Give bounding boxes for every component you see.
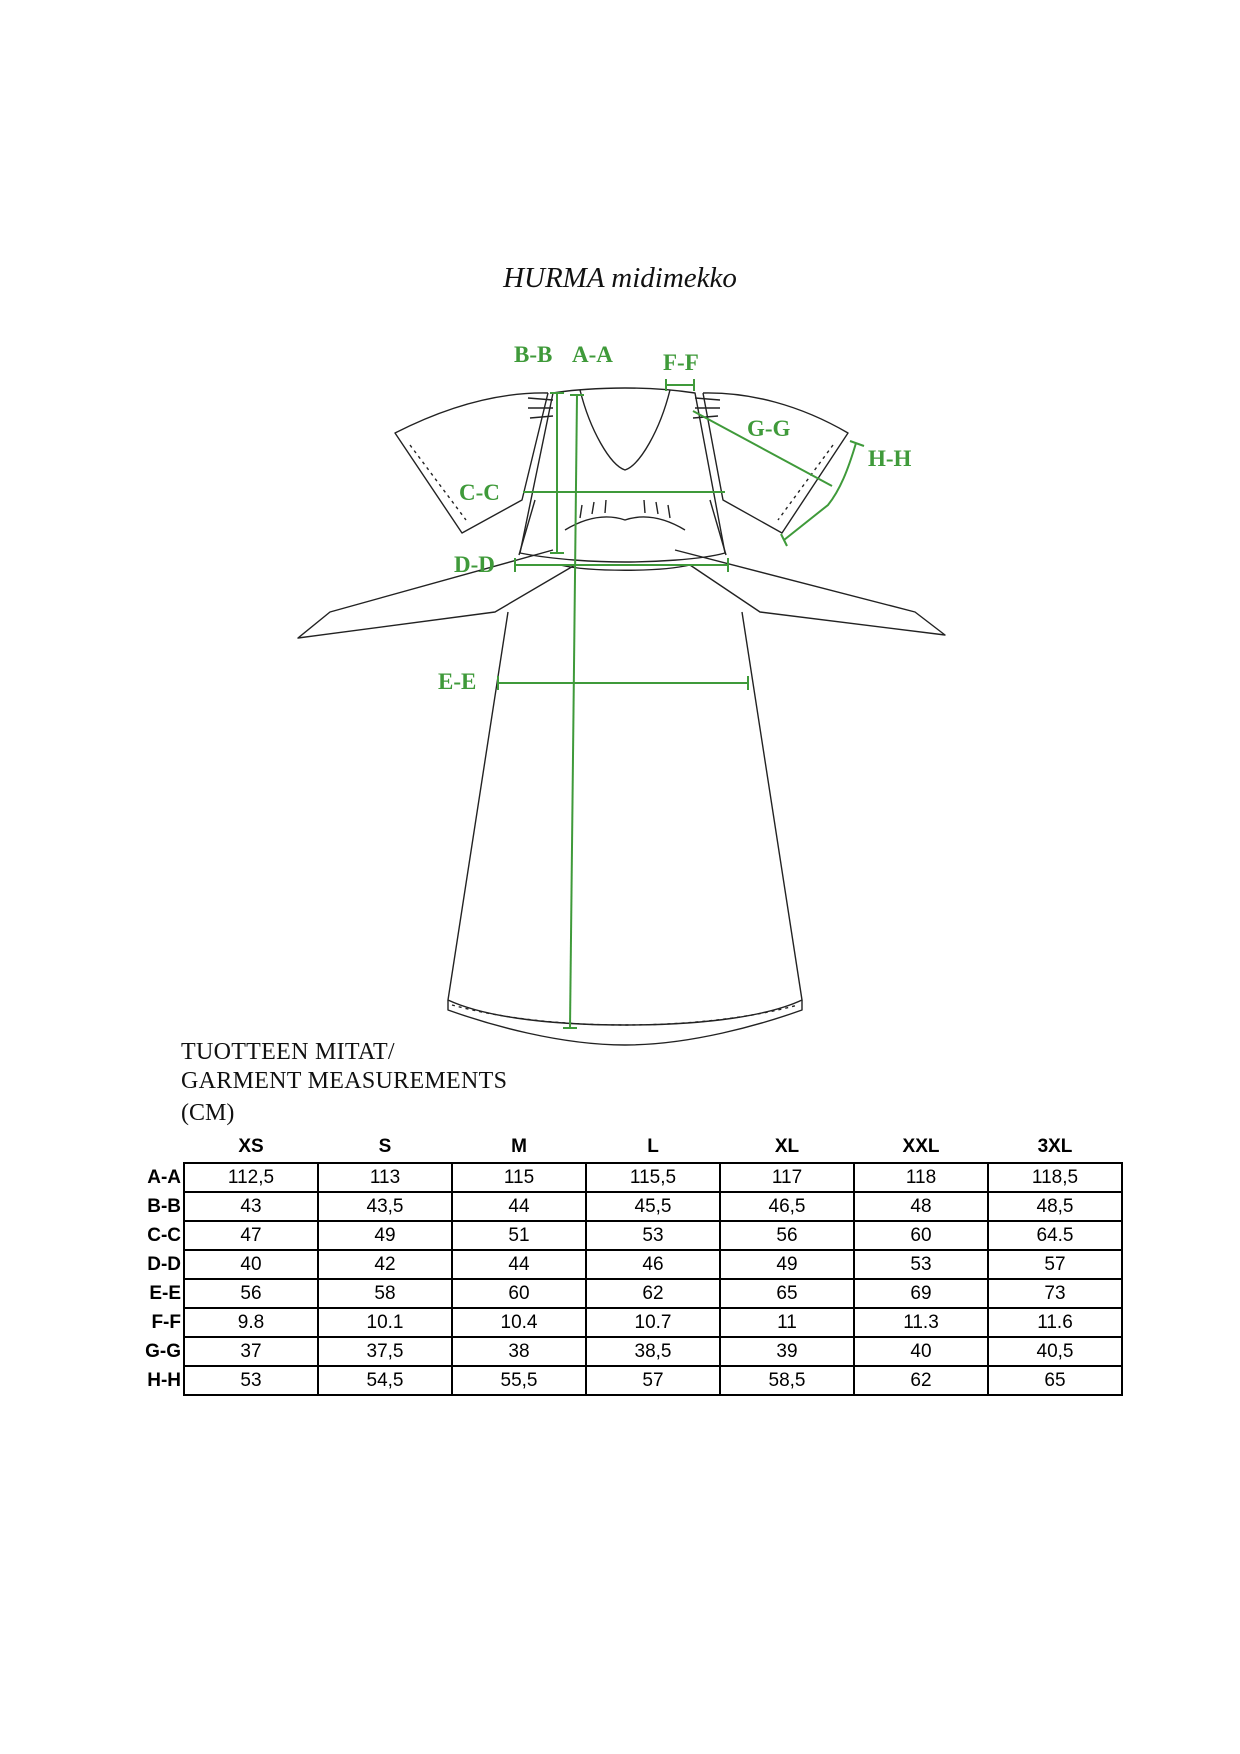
table-cell: 53 <box>854 1250 988 1279</box>
table-row <box>133 1279 1122 1308</box>
measurement-lines <box>498 379 864 1028</box>
table-cell: 10.7 <box>586 1308 720 1337</box>
table-cell: 46,5 <box>720 1192 854 1221</box>
table-cell: 58 <box>318 1279 452 1308</box>
table-cell: 53 <box>184 1366 318 1395</box>
bodice-side-left <box>519 500 535 555</box>
table-cell: 118,5 <box>988 1163 1122 1192</box>
table-cell: 65 <box>720 1279 854 1308</box>
size-header: S <box>378 1136 392 1157</box>
hh-cap-top <box>850 441 864 446</box>
table-cell: 64.5 <box>988 1221 1122 1250</box>
table-row <box>133 1192 1122 1221</box>
table-cell: 45,5 <box>586 1192 720 1221</box>
table-cell: 48 <box>854 1192 988 1221</box>
size-header: XL <box>774 1136 800 1157</box>
table-cell: 117 <box>720 1163 854 1192</box>
table-cell: 42 <box>318 1250 452 1279</box>
corner-cell <box>133 1132 184 1163</box>
table-cell: 60 <box>452 1279 586 1308</box>
heading-line2: GARMENT MEASUREMENTS <box>181 1068 508 1094</box>
table-cell: 73 <box>988 1279 1122 1308</box>
bodice <box>520 388 725 562</box>
table-cell: 46 <box>586 1250 720 1279</box>
label-dd: D-D <box>454 552 495 577</box>
dress-outline <box>298 388 945 1045</box>
table-cell: 118 <box>854 1163 988 1192</box>
label-gg: G-G <box>747 416 791 441</box>
table-cell: 57 <box>586 1366 720 1395</box>
table-row <box>133 1366 1122 1395</box>
size-header: XS <box>238 1136 264 1157</box>
table-cell: 43 <box>184 1192 318 1221</box>
table-cell: 55,5 <box>452 1366 586 1395</box>
table-cell: 113 <box>318 1163 452 1192</box>
left-tie <box>298 550 575 638</box>
unit-label: (CM) <box>181 1100 235 1126</box>
row-label: A-A <box>147 1166 181 1188</box>
aa-line <box>570 395 577 1028</box>
row-label: F-F <box>151 1311 181 1333</box>
row-label: H-H <box>147 1369 181 1391</box>
table-cell: 37,5 <box>318 1337 452 1366</box>
table-cell: 47 <box>184 1221 318 1250</box>
table-cell: 40 <box>184 1250 318 1279</box>
row-label: C-C <box>147 1224 181 1246</box>
table-cell: 60 <box>854 1221 988 1250</box>
label-bb: B-B <box>514 342 553 367</box>
row-label: D-D <box>147 1253 181 1275</box>
table-cell: 56 <box>184 1279 318 1308</box>
table-row <box>133 1221 1122 1250</box>
waist-gathers <box>580 500 670 518</box>
table-cell: 56 <box>720 1221 854 1250</box>
table-cell: 57 <box>988 1250 1122 1279</box>
hh-line <box>784 443 856 540</box>
table-row <box>133 1308 1122 1337</box>
right-sleeve <box>703 393 848 533</box>
left-sleeve-hem <box>410 445 466 520</box>
right-tie <box>675 550 945 635</box>
size-header: L <box>647 1136 659 1157</box>
table-cell: 11 <box>720 1308 854 1337</box>
label-cc: C-C <box>459 480 500 505</box>
label-ff: F-F <box>663 350 699 375</box>
row-label: G-G <box>145 1340 181 1362</box>
table-cell: 65 <box>988 1366 1122 1395</box>
table-cell: 49 <box>318 1221 452 1250</box>
measurements-table <box>133 1132 1123 1396</box>
waist-center <box>565 517 685 530</box>
skirt <box>448 612 802 1025</box>
skirt-hem-stitch <box>452 1005 798 1025</box>
title-sub: midimekko <box>611 262 737 294</box>
table-cell: 10.1 <box>318 1308 452 1337</box>
table-cell: 38,5 <box>586 1337 720 1366</box>
label-ee: E-E <box>438 669 477 694</box>
table-cell: 44 <box>452 1192 586 1221</box>
table-row <box>133 1163 1122 1192</box>
table-cell: 40,5 <box>988 1337 1122 1366</box>
table-cell: 51 <box>452 1221 586 1250</box>
table-row <box>133 1337 1122 1366</box>
table-cell: 40 <box>854 1337 988 1366</box>
hh-cap-bottom <box>781 534 787 546</box>
table-cell: 69 <box>854 1279 988 1308</box>
table-cell: 37 <box>184 1337 318 1366</box>
size-header: M <box>511 1136 527 1157</box>
title-main: HURMA <box>503 262 605 294</box>
size-header: XXL <box>902 1136 940 1157</box>
table-cell: 10.4 <box>452 1308 586 1337</box>
table-cell: 54,5 <box>318 1366 452 1395</box>
row-label: E-E <box>149 1282 181 1304</box>
table-cell: 112,5 <box>184 1163 318 1192</box>
neckline <box>580 390 670 470</box>
skirt-hem <box>448 1000 802 1045</box>
table-cell: 58,5 <box>720 1366 854 1395</box>
table-cell: 115,5 <box>586 1163 720 1192</box>
table-cell: 11.3 <box>854 1308 988 1337</box>
table-body <box>133 1163 1122 1395</box>
table-cell: 39 <box>720 1337 854 1366</box>
table-cell: 62 <box>854 1366 988 1395</box>
table-cell: 11.6 <box>988 1308 1122 1337</box>
table-cell: 9.8 <box>184 1308 318 1337</box>
size-header: 3XL <box>1037 1136 1073 1157</box>
table-cell: 44 <box>452 1250 586 1279</box>
size-header-row <box>133 1132 1122 1163</box>
heading-line1: TUOTTEEN MITAT/ <box>181 1039 395 1065</box>
bodice-side-right <box>710 500 726 555</box>
table-row <box>133 1250 1122 1279</box>
table-cell: 43,5 <box>318 1192 452 1221</box>
left-sleeve <box>395 393 548 533</box>
label-aa: A-A <box>572 342 613 367</box>
table-cell: 48,5 <box>988 1192 1122 1221</box>
table-cell: 38 <box>452 1337 586 1366</box>
row-label: B-B <box>147 1195 181 1217</box>
table-cell: 53 <box>586 1221 720 1250</box>
label-hh: H-H <box>868 446 912 471</box>
table-cell: 49 <box>720 1250 854 1279</box>
table-cell: 62 <box>586 1279 720 1308</box>
table-cell: 115 <box>452 1163 586 1192</box>
